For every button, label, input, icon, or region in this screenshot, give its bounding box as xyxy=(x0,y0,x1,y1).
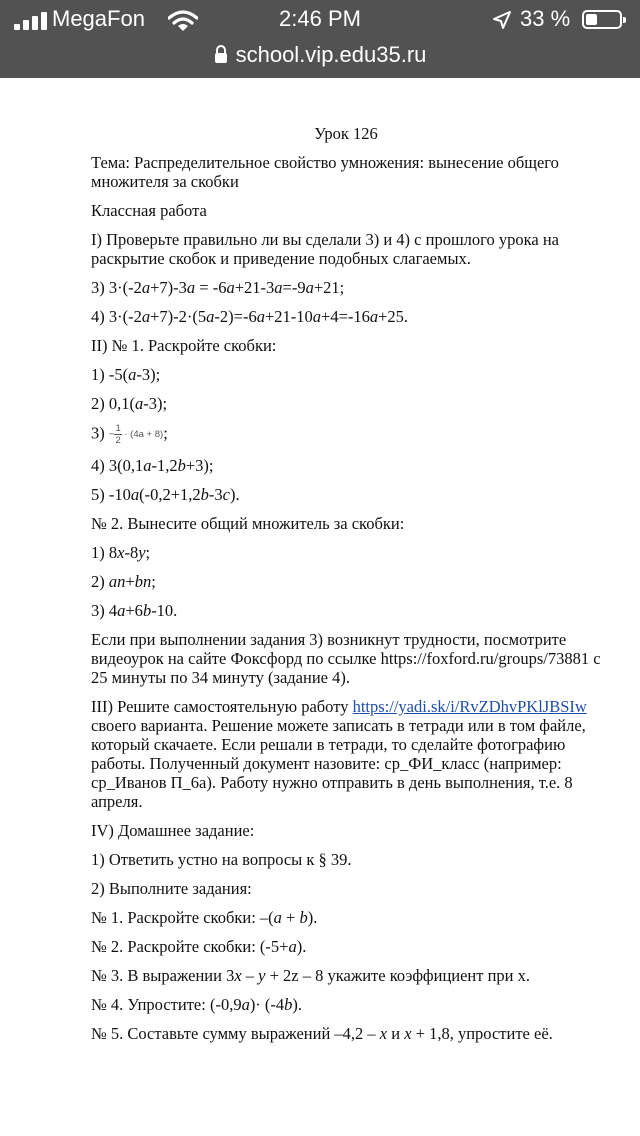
check-line-4: 4) 3·(-2a+7)-2·(5a-2)=-6a+21-10a+4=-16a+25. xyxy=(91,307,409,326)
lesson-title: Урок 126 xyxy=(314,124,378,143)
homework-task-4: № 4. Упростите: (-0,9a)· (-4b). xyxy=(91,995,303,1014)
foxford-note: Если при выполнении задания 3) возникнут трудности, посмотрите видеоурок на сайте Фоксфорд по ссылке https://foxford.ru/groups/73881 с 25 минуты по 34 минуту (задание 4). xyxy=(91,630,601,687)
browser-chrome xyxy=(0,0,640,78)
homework-1: 1) Ответить устно на вопросы к § 39. xyxy=(91,850,352,869)
location-arrow-icon xyxy=(492,10,512,30)
address-bar[interactable] xyxy=(0,42,640,68)
homework-task-5: № 5. Составьте сумму выражений –4,2 – x и x + 1,8, упростите её. xyxy=(91,1024,553,1043)
battery-icon xyxy=(582,10,622,29)
exercise-2-item-1: 1) 8x-8y; xyxy=(91,543,151,562)
exercise-1-item-4: 4) 3(0,1a-1,2b+3); xyxy=(91,456,214,475)
section-3: III) Решите самостоятельную работу https://yadi.sk/i/RvZDhvPKlJBSIw своего варианта. Решение можете записать в тетради или в том файле, который скачаете. Если решали в тетради, то сделайте фотографию работы. Полученный документ назовите: ср_ФИ_класс (например: ср_Иванов П_6а). Работу нужно отправить в день выполнения, т.е. 8 апреля. xyxy=(91,697,587,811)
homework-task-2: № 2. Раскройте скобки: (-5+a). xyxy=(91,937,307,956)
carrier-name: MegaFon xyxy=(52,6,145,31)
clock: 2:46 PM xyxy=(279,6,361,31)
exercise-2-item-3: 3) 4a+6b-10. xyxy=(91,601,178,620)
status-bar xyxy=(0,0,640,40)
exercise-1-item-3: 3) − $\frac{1}{2}$ · (4a + 8); xyxy=(91,423,168,446)
lock-icon xyxy=(214,44,228,64)
section-1-intro: I) Проверьте правильно ли вы сделали 3) и 4) с прошлого урока на раскрытие скобок и приведение подобных слагаемых. xyxy=(91,230,559,268)
homework-2: 2) Выполните задания: xyxy=(91,879,252,898)
exercise-1-item-5: 5) -10a(-0,2+1,2b-3c). xyxy=(91,485,240,504)
fraction-formula-image: − $\frac{1}{2}$ · (4a + 8) xyxy=(108,423,164,446)
lesson-topic: Тема: Распределительное свойство умножения: вынесение общего множителя за скобки xyxy=(91,153,559,191)
exercise-2-title: № 2. Вынесите общий множитель за скобки: xyxy=(91,514,405,533)
battery-percent: 33 % xyxy=(520,6,571,31)
exercise-1-item-1: 1) -5(a-3); xyxy=(91,365,161,384)
lesson-document xyxy=(91,124,601,1053)
section-4-title: IV) Домашнее задание: xyxy=(91,821,255,840)
homework-task-1: № 1. Раскройте скобки: –(a + b). xyxy=(91,908,318,927)
section-2-intro: II) № 1. Раскройте скобки: xyxy=(91,336,277,355)
classwork-heading: Классная работа xyxy=(91,201,207,220)
check-line-3: 3) 3·(-2a+7)-3a = -6a+21-3a=-9a+21; xyxy=(91,278,345,297)
exercise-2-item-2: 2) an+bn; xyxy=(91,572,156,591)
url-text: school.vip.edu35.ru xyxy=(235,42,427,67)
homework-task-3: № 3. В выражении 3x – y + 2z – 8 укажите коэффициент при х. xyxy=(91,966,531,985)
exercise-1-item-2: 2) 0,1(a-3); xyxy=(91,394,168,413)
yadisk-link[interactable]: https://yadi.sk/i/RvZDhvPKlJBSIw xyxy=(352,697,587,716)
